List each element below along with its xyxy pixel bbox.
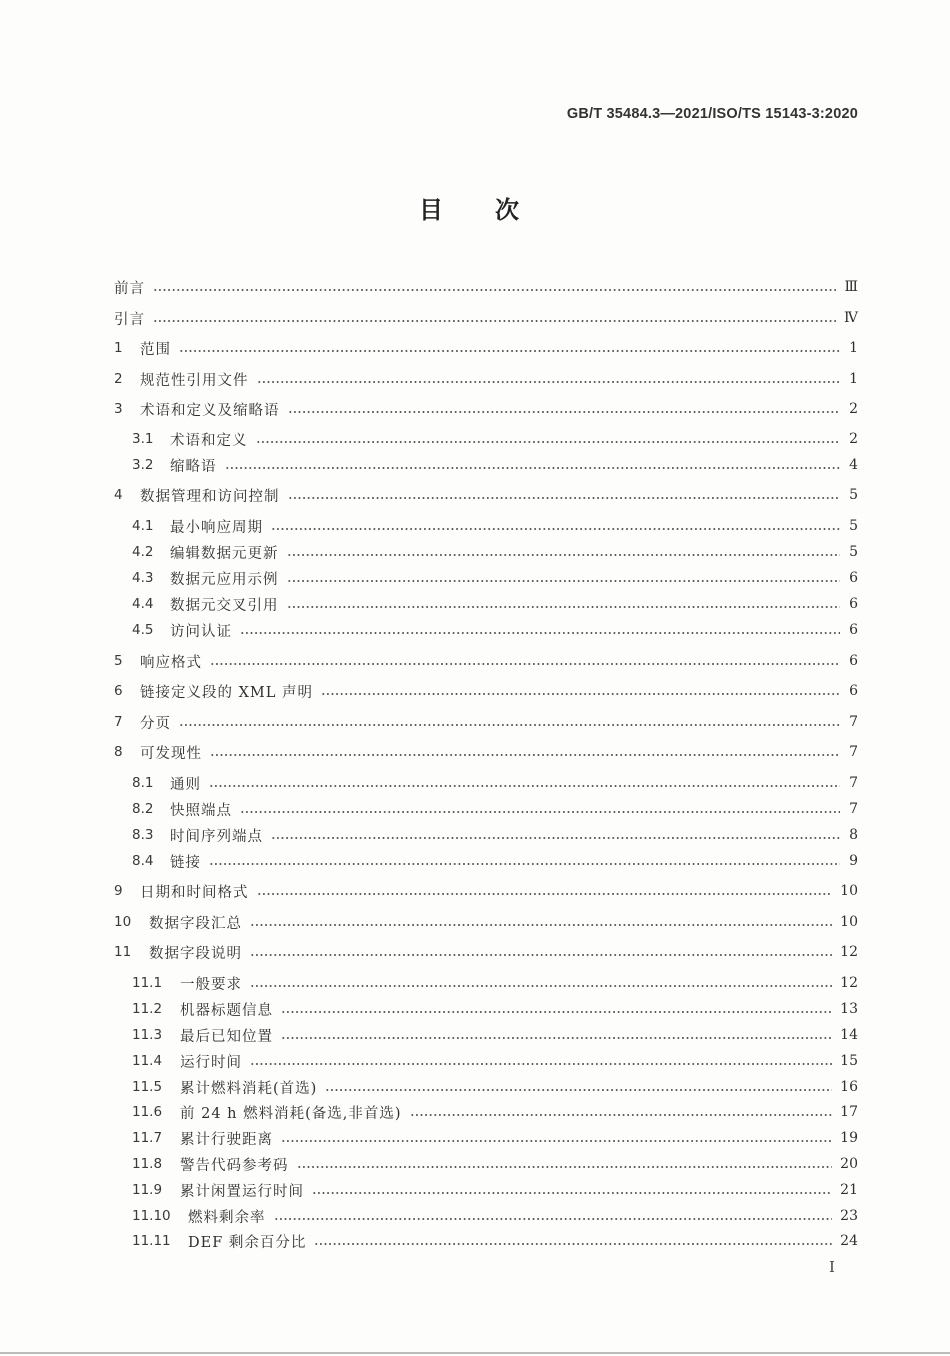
toc-entry-number: 11.11 [132, 1233, 171, 1249]
toc-entry-number: 8.4 [132, 853, 154, 869]
scan-edge [0, 1352, 950, 1354]
toc-entry[interactable] [132, 1127, 858, 1149]
dot-leader [250, 1063, 832, 1065]
toc-entry-number: 4.4 [132, 596, 154, 612]
toc-entry-number: 8.2 [132, 801, 154, 817]
dot-leader [325, 1089, 832, 1091]
toc-entry-page: 7 [849, 801, 858, 817]
page-title: 目次 [419, 196, 571, 224]
dot-leader [281, 1140, 832, 1142]
table-of-contents [114, 0, 858, 1356]
toc-entry-label: 数据元交叉引用 [170, 597, 279, 614]
dot-leader [257, 893, 833, 895]
toc-entry-label: 范围 [140, 341, 171, 358]
toc-entry[interactable] [114, 484, 858, 506]
dot-leader [209, 863, 840, 865]
toc-entry-label: 链接 [170, 854, 201, 871]
toc-entry[interactable] [114, 680, 858, 702]
toc-entry[interactable] [132, 593, 858, 615]
toc-entry[interactable] [114, 650, 858, 672]
toc-entry[interactable] [132, 1230, 858, 1252]
toc-entry-page: 10 [840, 914, 858, 930]
toc-entry[interactable] [132, 1205, 858, 1227]
toc-entry[interactable] [132, 1179, 858, 1201]
toc-entry[interactable] [114, 911, 858, 933]
toc-entry[interactable] [132, 619, 858, 641]
toc-entry-label: 链接定义段的 XML 声明 [140, 684, 314, 701]
toc-entry-label: 响应格式 [140, 654, 202, 671]
toc-entry-label: 累计行驶距离 [180, 1131, 273, 1148]
toc-entry-number: 8.3 [132, 827, 154, 843]
dot-leader [250, 954, 832, 956]
dot-leader [250, 924, 832, 926]
toc-entry-page: 23 [840, 1208, 858, 1224]
toc-entry-page: 4 [849, 457, 858, 473]
toc-entry-page: 7 [849, 744, 858, 760]
toc-entry-label: 时间序列端点 [170, 828, 263, 845]
toc-entry-page: 5 [849, 518, 858, 534]
toc-entry[interactable] [114, 880, 858, 902]
toc-entry[interactable] [132, 428, 858, 450]
dot-leader [288, 497, 841, 499]
dot-leader [250, 985, 832, 987]
toc-entry-number: 4.2 [132, 544, 154, 560]
toc-entry-number: 11 [114, 944, 132, 960]
dot-leader [321, 693, 840, 695]
toc-entry-label: 可发现性 [140, 745, 202, 762]
toc-entry-page: 16 [840, 1079, 858, 1095]
toc-entry[interactable] [132, 824, 858, 846]
toc-entry-label: 警告代码参考码 [180, 1157, 289, 1174]
toc-entry-page: 6 [849, 622, 858, 638]
toc-entry-page: 9 [849, 853, 858, 869]
dot-leader [256, 441, 841, 443]
toc-entry-number: 3 [114, 401, 123, 417]
toc-entry[interactable] [132, 454, 858, 476]
toc-entry-page: 12 [840, 944, 858, 960]
toc-entry-number: 11.2 [132, 1001, 163, 1017]
toc-entry-label: 机器标题信息 [180, 1002, 273, 1019]
toc-entry-number: 5 [114, 653, 123, 669]
toc-entry-label: 术语和定义及缩略语 [140, 402, 280, 419]
toc-entry[interactable] [132, 798, 858, 820]
toc-entry-label: 日期和时间格式 [140, 884, 249, 901]
toc-entry-label: 分页 [140, 715, 171, 732]
dot-leader [281, 1037, 832, 1039]
toc-entry-label: 编辑数据元更新 [170, 545, 279, 562]
toc-entry-number: 11.8 [132, 1156, 163, 1172]
toc-entry-number: 3.1 [132, 431, 154, 447]
toc-entry[interactable] [114, 307, 858, 329]
dot-leader [240, 632, 840, 634]
toc-entry[interactable] [132, 515, 858, 537]
toc-entry-label: 引言 [114, 311, 145, 328]
toc-entry-label: 最后已知位置 [180, 1028, 273, 1045]
toc-entry-number: 10 [114, 914, 132, 930]
toc-entry[interactable] [114, 741, 858, 763]
dot-leader [225, 467, 841, 469]
document-code: GB/T 35484.3—2021/ISO/TS 15143-3:2020 [566, 106, 858, 122]
dot-leader [240, 811, 840, 813]
toc-entry[interactable] [132, 1101, 858, 1123]
toc-entry-number: 11.3 [132, 1027, 163, 1043]
toc-entry-label: 快照端点 [170, 802, 232, 819]
toc-entry-number: 11.6 [132, 1104, 163, 1120]
toc-entry-page: 2 [849, 431, 858, 447]
toc-entry-label: 累计燃料消耗(首选) [180, 1080, 318, 1097]
toc-entry-number: 2 [114, 371, 123, 387]
toc-entry-number: 11.10 [132, 1208, 171, 1224]
toc-entry-number: 11.9 [132, 1182, 163, 1198]
toc-entry[interactable] [132, 772, 858, 794]
toc-entry[interactable] [114, 337, 858, 359]
toc-entry-label: 燃料剩余率 [188, 1209, 266, 1226]
dot-leader [210, 663, 840, 665]
toc-entry-page: 5 [849, 487, 858, 503]
toc-entry-number: 11.1 [132, 975, 163, 991]
dot-leader [179, 724, 840, 726]
toc-entry[interactable] [132, 1050, 858, 1072]
dot-leader [271, 837, 840, 839]
toc-entry-number: 4 [114, 487, 123, 503]
toc-entry-label: 访问认证 [170, 623, 232, 640]
toc-entry-page: Ⅳ [844, 310, 858, 326]
toc-entry-label: 数据字段说明 [149, 945, 242, 962]
toc-entry-label: DEF 剩余百分比 [188, 1234, 307, 1251]
toc-entry-page: 14 [840, 1027, 858, 1043]
toc-entry[interactable] [132, 972, 858, 994]
toc-entry-page: 24 [840, 1233, 858, 1249]
toc-entry-page: 6 [849, 570, 858, 586]
toc-entry[interactable] [132, 1153, 858, 1175]
toc-entry-number: 3.2 [132, 457, 154, 473]
dot-leader [410, 1114, 833, 1116]
toc-entry[interactable] [114, 398, 858, 420]
dot-leader [288, 411, 841, 413]
dot-leader [287, 580, 841, 582]
toc-entry-label: 数据元应用示例 [170, 571, 279, 588]
toc-entry-label: 最小响应周期 [170, 519, 263, 536]
dot-leader [179, 350, 840, 352]
toc-entry[interactable] [132, 1076, 858, 1098]
toc-entry-label: 一般要求 [180, 976, 242, 993]
toc-entry-page: 21 [840, 1182, 858, 1198]
toc-entry-number: 4.5 [132, 622, 154, 638]
page-number: I [829, 1258, 835, 1276]
toc-entry-page: Ⅲ [844, 279, 858, 295]
toc-entry-label: 缩略语 [170, 458, 217, 475]
dot-leader [312, 1192, 832, 1194]
toc-entry[interactable] [132, 998, 858, 1020]
dot-leader [210, 754, 840, 756]
toc-entry-number: 11.4 [132, 1053, 163, 1069]
toc-entry[interactable] [132, 567, 858, 589]
toc-entry-page: 19 [840, 1130, 858, 1146]
toc-entry-label: 数据字段汇总 [149, 915, 242, 932]
toc-entry-label: 数据管理和访问控制 [140, 488, 280, 505]
toc-entry-number: 7 [114, 714, 123, 730]
toc-entry-label: 运行时间 [180, 1054, 242, 1071]
toc-entry-page: 6 [849, 683, 858, 699]
toc-entry-number: 4.1 [132, 518, 154, 534]
toc-entry-label: 术语和定义 [170, 432, 248, 449]
dot-leader [274, 1218, 833, 1220]
dot-leader [281, 1011, 832, 1013]
toc-entry[interactable] [114, 711, 858, 733]
dot-leader [287, 606, 841, 608]
toc-entry-number: 1 [114, 340, 123, 356]
toc-entry[interactable] [132, 541, 858, 563]
toc-entry-page: 1 [849, 371, 858, 387]
dot-leader [297, 1166, 833, 1168]
toc-entry-label: 通则 [170, 776, 201, 793]
toc-entry-number: 4.3 [132, 570, 154, 586]
toc-entry-number: 11.7 [132, 1130, 163, 1146]
toc-entry-page: 20 [840, 1156, 858, 1172]
dot-leader [153, 289, 836, 291]
toc-entry-page: 17 [840, 1104, 858, 1120]
toc-entry-page: 8 [849, 827, 858, 843]
dot-leader [287, 554, 841, 556]
toc-entry-page: 7 [849, 714, 858, 730]
toc-entry-page: 2 [849, 401, 858, 417]
toc-entry-number: 11.5 [132, 1079, 163, 1095]
toc-entry[interactable] [132, 1024, 858, 1046]
dot-leader [271, 528, 840, 530]
dot-leader [314, 1243, 832, 1245]
toc-entry-page: 5 [849, 544, 858, 560]
toc-entry-number: 6 [114, 683, 123, 699]
toc-entry[interactable] [114, 368, 858, 390]
dot-leader [153, 320, 836, 322]
toc-entry-label: 规范性引用文件 [140, 372, 249, 389]
toc-entry-page: 15 [840, 1053, 858, 1069]
dot-leader [209, 785, 840, 787]
toc-entry-page: 6 [849, 653, 858, 669]
toc-entry-page: 7 [849, 775, 858, 791]
toc-entry[interactable] [132, 850, 858, 872]
toc-entry-page: 6 [849, 596, 858, 612]
toc-entry-page: 1 [849, 340, 858, 356]
toc-entry-page: 13 [840, 1001, 858, 1017]
toc-entry-number: 8.1 [132, 775, 154, 791]
toc-entry[interactable] [114, 941, 858, 963]
toc-entry-number: 9 [114, 883, 123, 899]
dot-leader [257, 381, 841, 383]
toc-entry-page: 12 [840, 975, 858, 991]
toc-entry-label: 累计闲置运行时间 [180, 1183, 304, 1200]
toc-entry-label: 前 24 h 燃料消耗(备选,非首选) [180, 1105, 402, 1122]
toc-entry[interactable] [114, 276, 858, 298]
toc-entry-label: 前言 [114, 280, 145, 297]
toc-entry-page: 10 [840, 883, 858, 899]
toc-entry-number: 8 [114, 744, 123, 760]
